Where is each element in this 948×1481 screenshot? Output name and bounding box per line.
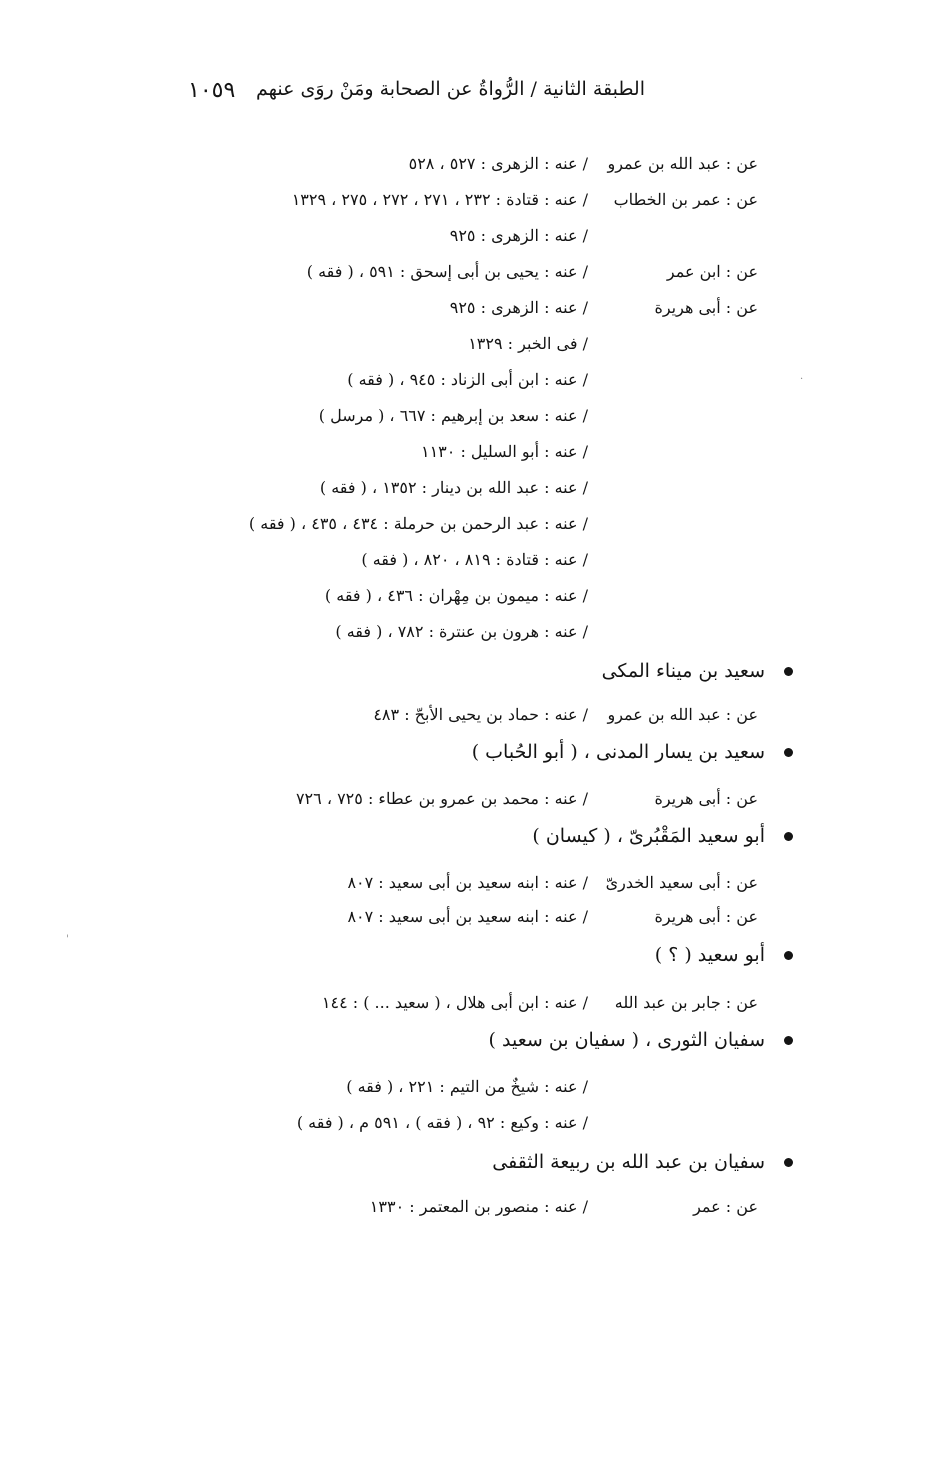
entry-line [0, 1197, 948, 1229]
entry-line [0, 873, 948, 905]
narrator-heading [492, 1151, 765, 1173]
entry-line [0, 514, 948, 546]
narrator-from: عن : أبى هريرة [654, 907, 758, 926]
narrator-name: سفيان الثورى ، ( سفيان بن سعيد ) [488, 1029, 765, 1051]
narrator-heading [602, 660, 765, 682]
narrator-from: عن : عبد الله بن عمرو [607, 705, 758, 724]
entry-line [0, 789, 948, 821]
narrator-to: / فى الخبر : ١٣٢٩ [468, 334, 588, 353]
narrator-to: / عنه : محمد بن عمرو بن عطاء : ٧٢٥ ، ٧٢٦ [295, 789, 588, 808]
narrator-to: / عنه : عبد الله بن دينار : ١٣٥٢ ، ( فقه ) [319, 478, 588, 497]
entry-line [0, 705, 948, 737]
entry-line [0, 1077, 948, 1109]
entry-line [0, 226, 948, 258]
narrator-to: / عنه : قتادة : ٨١٩ ، ٨٢٠ ، ( فقه ) [361, 550, 588, 569]
narrator-name: سعيد بن يسار المدنى ، ( أبو الحُباب ) [471, 741, 765, 763]
narrator-to: / عنه : الزهرى : ٥٢٧ ، ٥٢٨ [408, 154, 588, 173]
narrator-to: / عنه : شيخٌ من التيم : ٢٢١ ، ( فقه ) [346, 1077, 588, 1096]
narrator-to: / عنه : سعد بن إبرهيم : ٦٦٧ ، ( مرسل ) [318, 406, 588, 425]
entry-line [0, 550, 948, 582]
narrator-from: عن : أبى سعيد الخدرىّ [605, 873, 758, 892]
narrator-name: أبو سعيد ( ؟ ) [654, 944, 765, 966]
entry-line [0, 622, 948, 654]
narrator-to: / عنه : منصور بن المعتمر : ١٣٣٠ [369, 1197, 588, 1216]
entry-line [0, 1113, 948, 1145]
entry-line [0, 406, 948, 438]
narrator-from: عن : عمر بن الخطاب [613, 190, 758, 209]
narrator-heading [655, 944, 765, 966]
running-header: الطبقة الثانية / الرُّواةُ عن الصحابة ومَنْ روَى عنهم [255, 78, 645, 100]
entry-line [0, 190, 948, 222]
entry-line [0, 907, 948, 939]
entry-line [0, 334, 948, 366]
narrator-name: سفيان بن عبد الله بن ربيعة الثقفى [492, 1151, 765, 1173]
bullet-icon [784, 951, 793, 960]
bullet-icon [784, 667, 793, 676]
entry-line [0, 262, 948, 294]
narrator-to: / عنه : ابن أبى الزناد : ٩٤٥ ، ( فقه ) [347, 370, 588, 389]
narrator-from: عن : ابن عمر [666, 262, 758, 281]
bullet-icon [784, 832, 793, 841]
entry-line [0, 370, 948, 402]
narrator-to: / عنه : ابنه سعيد بن أبى سعيد : ٨٠٧ [347, 907, 588, 926]
narrator-name: أبو سعيد المَقْبُرىّ ، ( كيسان ) [532, 825, 765, 847]
bullet-icon [784, 748, 793, 757]
narrator-to: / عنه : الزهرى : ٩٢٥ [449, 226, 588, 245]
narrator-to: / عنه : أبو السليل : ١١٣٠ [420, 442, 588, 461]
entry-line [0, 478, 948, 510]
narrator-name: سعيد بن ميناء المكى [601, 660, 765, 682]
entry-line [0, 154, 948, 186]
stray-mark: · [800, 374, 804, 385]
narrator-to: / عنه : الزهرى : ٩٢٥ [449, 298, 588, 317]
narrator-to: / عنه : ابنه سعيد بن أبى سعيد : ٨٠٧ [347, 873, 588, 892]
page-number: ١٠٥٩ [188, 78, 236, 103]
bullet-icon [784, 1158, 793, 1167]
entry-line [0, 442, 948, 474]
narrator-to: / عنه : ميمون بن مِهْران : ٤٣٦ ، ( فقه ) [324, 586, 588, 605]
narrator-to: / عنه : عبد الرحمن بن حرملة : ٤٣٤ ، ٤٣٥ ، ( فقه ) [248, 514, 588, 533]
narrator-to: / عنه : يحيى بن أبى إسحق : ٥٩١ ، ( فقه ) [306, 262, 588, 281]
narrator-from: عن : عبد الله بن عمرو [607, 154, 758, 173]
stray-mark: ' [66, 934, 69, 945]
narrator-to: / عنه : وكيع : ٩٢ ، ( فقه ) ، ٥٩١ م ، ( فقه ) [296, 1113, 588, 1132]
narrator-from: عن : عمر [693, 1197, 758, 1216]
entry-line [0, 298, 948, 330]
narrator-to: / عنه : ابن أبى هلال ، ( سعيد ... ) : ١٤٤ [321, 993, 588, 1012]
narrator-to: / عنه : قتادة : ٢٣٢ ، ٢٧١ ، ٢٧٢ ، ٢٧٥ ، ١٣٢٩ [291, 190, 588, 209]
bullet-icon [784, 1036, 793, 1045]
narrator-from: عن : جابر بن عبد الله [614, 993, 758, 1012]
entry-line [0, 993, 948, 1025]
narrator-from: عن : أبى هريرة [654, 298, 758, 317]
entry-line [0, 586, 948, 618]
narrator-to: / عنه : حماد بن يحيى الأبحّ : ٤٨٣ [373, 705, 588, 724]
narrator-heading [472, 741, 765, 763]
narrator-from: عن : أبى هريرة [654, 789, 758, 808]
narrator-heading [532, 825, 765, 847]
narrator-to: / عنه : هرون بن عنترة : ٧٨٢ ، ( فقه ) [335, 622, 588, 641]
narrator-heading [489, 1029, 765, 1051]
